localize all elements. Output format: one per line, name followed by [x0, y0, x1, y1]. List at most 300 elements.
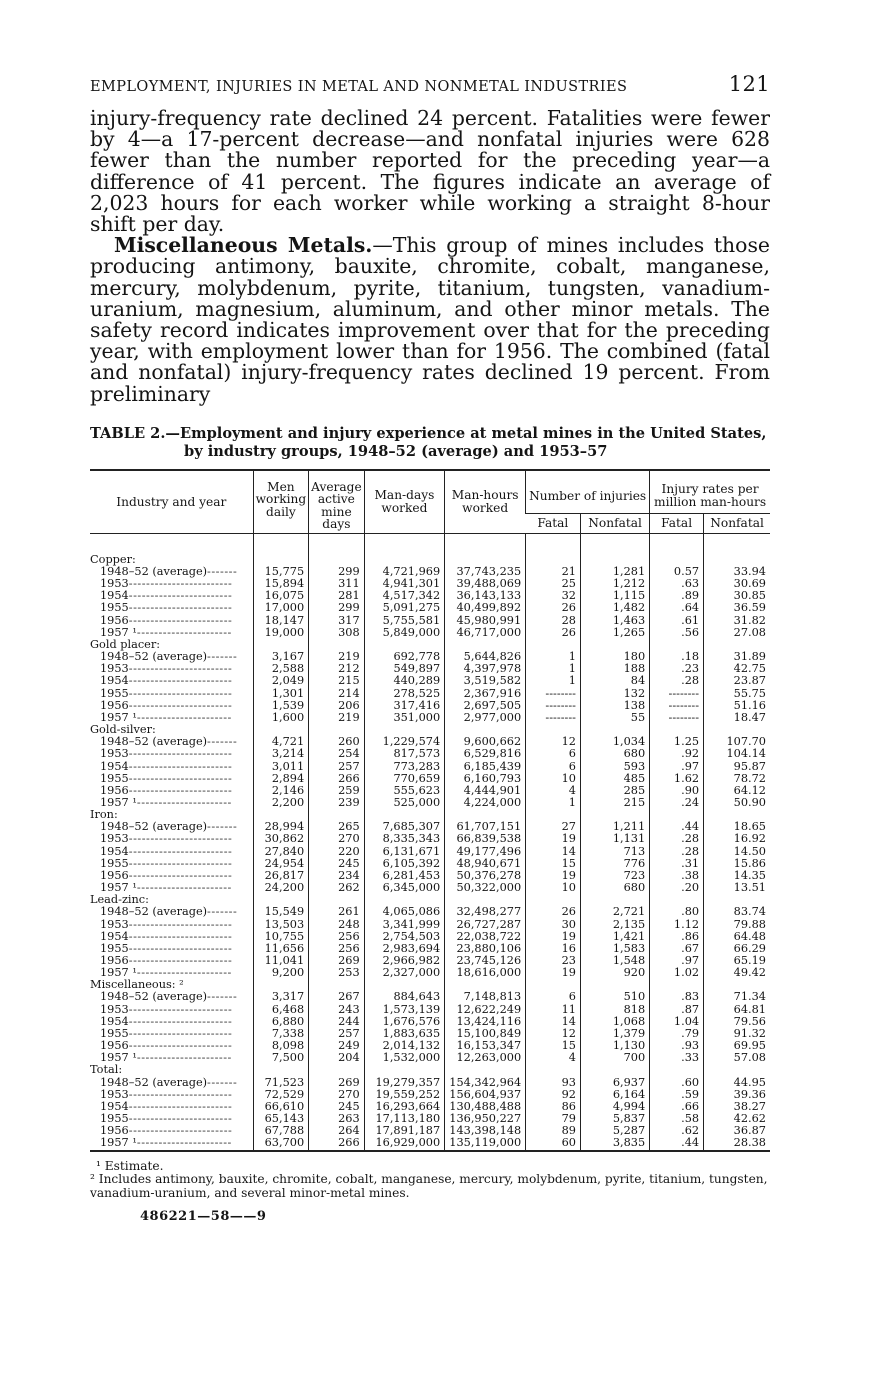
- nonfatal-injuries-cell: 593: [580, 761, 649, 773]
- man-days-worked-cell: 278,525: [364, 688, 444, 700]
- men-working-daily-cell: 71,523: [253, 1077, 309, 1089]
- year-label-text: 1954: [100, 844, 129, 858]
- nonfatal-injuries-cell: 180: [580, 651, 649, 663]
- nonfatal-injuries-cell: 3,835: [580, 1137, 649, 1150]
- man-days-worked-cell: 8,335,343: [364, 833, 444, 845]
- year-label: [90, 1137, 253, 1150]
- fatal-rate-cell: .24: [650, 797, 704, 809]
- fatal-injuries-cell: 4: [526, 785, 581, 797]
- fatal-injuries-cell: 16: [526, 943, 581, 955]
- active-mine-days-cell: 311: [309, 578, 365, 590]
- nonfatal-rate-cell: 33.94: [704, 566, 770, 578]
- active-mine-days-cell: 281: [309, 590, 365, 602]
- nonfatal-injuries-cell: 1,463: [580, 615, 649, 627]
- fatal-injuries-cell: --------: [526, 688, 581, 700]
- active-mine-days-cell: 265: [309, 821, 365, 833]
- nonfatal-injuries-cell: 1,115: [580, 590, 649, 602]
- year-label-text: 1955: [100, 856, 129, 870]
- fatal-injuries-cell: 11: [526, 1004, 581, 1016]
- year-label-text: 1956: [100, 783, 129, 797]
- man-days-worked-cell: 5,755,581: [364, 615, 444, 627]
- man-days-worked-cell: 773,283: [364, 761, 444, 773]
- dot-leader: ----------------------: [136, 966, 232, 980]
- table-group-row: [90, 533, 770, 566]
- men-working-daily-cell: 3,167: [253, 651, 309, 663]
- empty-cell: [309, 533, 365, 566]
- active-mine-days-cell: 264: [309, 1125, 365, 1137]
- nonfatal-rate-cell: 104.14: [704, 748, 770, 760]
- fatal-rate-cell: .60: [650, 1077, 704, 1089]
- fatal-injuries-cell: 19: [526, 967, 581, 979]
- dot-leader: ------------------------: [128, 1026, 233, 1040]
- empty-cell: [445, 533, 526, 566]
- paragraph-2-text: —This group of mines includes those producing antimony, bauxite, chromite, cobalt, manganese, mercury, molybdenum, pyrite, titanium, tungsten, vanadium-uranium, magnesium, aluminum, and other minor metals. The safety record indicates improvement over that for the preceding year, with employment lower than for 1956. The combined (fatal and nonfatal) injury-frequency rates declined 19 percent. From preliminary: [90, 233, 770, 406]
- nonfatal-rate-cell: 30.69: [704, 578, 770, 590]
- nonfatal-rate-cell: 79.88: [704, 919, 770, 931]
- active-mine-days-cell: 214: [309, 688, 365, 700]
- table-row: [90, 882, 770, 894]
- fatal-rate-cell: .79: [650, 1028, 704, 1040]
- men-working-daily-cell: 6,468: [253, 1004, 309, 1016]
- active-mine-days-cell: 299: [309, 566, 365, 578]
- empty-cell: [650, 533, 704, 566]
- header-man-days-worked: Man-days worked: [364, 470, 444, 534]
- nonfatal-rate-cell: 78.72: [704, 773, 770, 785]
- man-hours-worked-cell: 4,444,901: [445, 785, 526, 797]
- nonfatal-rate-cell: 42.62: [704, 1113, 770, 1125]
- man-hours-worked-cell: 23,745,126: [445, 955, 526, 967]
- man-hours-worked-cell: 61,707,151: [445, 821, 526, 833]
- man-hours-worked-cell: 136,950,227: [445, 1113, 526, 1125]
- year-label-text: 1948–52 (average): [100, 1075, 208, 1089]
- dot-leader: ------------------------: [128, 941, 233, 955]
- nonfatal-rate-cell: 71.34: [704, 991, 770, 1003]
- document-page: [90, 72, 770, 1224]
- active-mine-days-cell: 270: [309, 833, 365, 845]
- men-working-daily-cell: 63,700: [253, 1137, 309, 1150]
- men-working-daily-cell: 28,994: [253, 821, 309, 833]
- man-days-worked-cell: 2,983,694: [364, 943, 444, 955]
- man-hours-worked-cell: 2,367,916: [445, 688, 526, 700]
- dot-leader: ------------------------: [128, 1014, 233, 1028]
- year-label-text: 1948–52 (average): [100, 735, 208, 749]
- dot-leader: ------------------------: [128, 1039, 233, 1053]
- fatal-injuries-cell: 32: [526, 590, 581, 602]
- men-working-daily-cell: 1,539: [253, 700, 309, 712]
- men-working-daily-cell: 15,775: [253, 566, 309, 578]
- active-mine-days-cell: 267: [309, 991, 365, 1003]
- active-mine-days-cell: 299: [309, 602, 365, 614]
- fatal-rate-cell: .23: [650, 663, 704, 675]
- nonfatal-rate-cell: 18.47: [704, 712, 770, 724]
- fatal-rate-cell: .28: [650, 846, 704, 858]
- group-label: Copper:: [90, 552, 136, 566]
- nonfatal-injuries-cell: 1,211: [580, 821, 649, 833]
- year-label-text: 1957 ¹: [100, 966, 137, 980]
- man-days-worked-cell: 1,676,576: [364, 1016, 444, 1028]
- man-days-worked-cell: 5,849,000: [364, 627, 444, 639]
- man-days-worked-cell: 16,929,000: [364, 1137, 444, 1150]
- year-label-text: 1948–52 (average): [100, 990, 208, 1004]
- fatal-rate-cell: .58: [650, 1113, 704, 1125]
- active-mine-days-cell: 234: [309, 870, 365, 882]
- man-hours-worked-cell: 6,185,439: [445, 761, 526, 773]
- man-days-worked-cell: 692,778: [364, 651, 444, 663]
- man-days-worked-cell: 7,685,307: [364, 821, 444, 833]
- nonfatal-rate-cell: 38.27: [704, 1101, 770, 1113]
- dot-leader: ------------------------: [128, 771, 233, 785]
- year-label-text: 1955: [100, 601, 129, 615]
- nonfatal-injuries-cell: 1,212: [580, 578, 649, 590]
- nonfatal-injuries-cell: 776: [580, 858, 649, 870]
- man-hours-worked-cell: 154,342,964: [445, 1077, 526, 1089]
- man-hours-worked-cell: 22,038,722: [445, 931, 526, 943]
- fatal-injuries-cell: 12: [526, 1028, 581, 1040]
- man-hours-worked-cell: 3,519,582: [445, 675, 526, 687]
- year-label-text: 1957 ¹: [100, 625, 137, 639]
- men-working-daily-cell: 1,301: [253, 688, 309, 700]
- year-label-text: 1953: [100, 747, 129, 761]
- fatal-rate-cell: 0.57: [650, 566, 704, 578]
- dot-leader: ------------------------: [128, 844, 233, 858]
- man-hours-worked-cell: 37,743,235: [445, 566, 526, 578]
- fatal-rate-cell: .90: [650, 785, 704, 797]
- man-hours-worked-cell: 49,177,496: [445, 846, 526, 858]
- dot-leader: -------: [207, 820, 238, 834]
- print-code: 486221—58——9: [140, 1209, 267, 1224]
- nonfatal-rate-cell: 28.38: [704, 1137, 770, 1150]
- man-days-worked-cell: 440,289: [364, 675, 444, 687]
- man-hours-worked-cell: 9,600,662: [445, 736, 526, 748]
- men-working-daily-cell: 26,817: [253, 870, 309, 882]
- man-hours-worked-cell: 12,622,249: [445, 1004, 526, 1016]
- page-number: 121: [728, 72, 770, 96]
- year-label-text: 1954: [100, 929, 129, 943]
- dot-leader: -------: [207, 905, 238, 919]
- group-label: Gold placer:: [90, 637, 161, 651]
- group-label: Total:: [90, 1063, 123, 1077]
- fatal-injuries-cell: 19: [526, 833, 581, 845]
- active-mine-days-cell: 245: [309, 858, 365, 870]
- dot-leader: -------: [207, 735, 238, 749]
- dot-leader: ------------------------: [128, 1124, 233, 1138]
- fatal-rate-cell: 1.62: [650, 773, 704, 785]
- man-hours-worked-cell: 39,488,069: [445, 578, 526, 590]
- nonfatal-injuries-cell: 215: [580, 797, 649, 809]
- men-working-daily-cell: 17,000: [253, 602, 309, 614]
- man-days-worked-cell: 3,341,999: [364, 919, 444, 931]
- nonfatal-rate-cell: 49.42: [704, 967, 770, 979]
- year-label-text: 1957 ¹: [100, 710, 137, 724]
- men-working-daily-cell: 15,894: [253, 578, 309, 590]
- active-mine-days-cell: 243: [309, 1004, 365, 1016]
- fatal-rate-cell: .97: [650, 955, 704, 967]
- fatal-injuries-cell: 1: [526, 675, 581, 687]
- header-number-of-injuries: Number of injuries: [526, 470, 650, 514]
- man-hours-worked-cell: 4,397,978: [445, 663, 526, 675]
- man-days-worked-cell: 6,345,000: [364, 882, 444, 894]
- man-days-worked-cell: 4,065,086: [364, 906, 444, 918]
- nonfatal-rate-cell: 23.87: [704, 675, 770, 687]
- fatal-rate-cell: .62: [650, 1125, 704, 1137]
- nonfatal-injuries-cell: 1,281: [580, 566, 649, 578]
- nonfatal-injuries-cell: 723: [580, 870, 649, 882]
- fatal-injuries-cell: 23: [526, 955, 581, 967]
- nonfatal-injuries-cell: 700: [580, 1052, 649, 1064]
- fatal-injuries-cell: 10: [526, 882, 581, 894]
- fatal-injuries-cell: 92: [526, 1089, 581, 1101]
- active-mine-days-cell: 204: [309, 1052, 365, 1064]
- men-working-daily-cell: 7,500: [253, 1052, 309, 1064]
- dot-leader: ------------------------: [128, 868, 233, 882]
- group-label: Lead-zinc:: [90, 893, 149, 907]
- fatal-injuries-cell: 27: [526, 821, 581, 833]
- active-mine-days-cell: 212: [309, 663, 365, 675]
- header-man-hours-worked: Man-hours worked: [445, 470, 526, 534]
- men-working-daily-cell: 19,000: [253, 627, 309, 639]
- table-row: [90, 797, 770, 809]
- nonfatal-rate-cell: 18.65: [704, 821, 770, 833]
- header-men-working-daily: Men working daily: [253, 470, 309, 534]
- dot-leader: ----------------------: [136, 1051, 232, 1065]
- nonfatal-injuries-cell: 1,548: [580, 955, 649, 967]
- dot-leader: ------------------------: [128, 1099, 233, 1113]
- dot-leader: ----------------------: [136, 881, 232, 895]
- dot-leader: ------------------------: [128, 601, 233, 615]
- active-mine-days-cell: 263: [309, 1113, 365, 1125]
- nonfatal-rate-cell: 69.95: [704, 1040, 770, 1052]
- footnotes: [90, 1160, 770, 1224]
- fatal-rate-cell: .67: [650, 943, 704, 955]
- group-label: Miscellaneous: ²: [90, 978, 184, 992]
- empty-cell: [704, 1064, 770, 1076]
- dot-leader: ------------------------: [128, 917, 233, 931]
- active-mine-days-cell: 253: [309, 967, 365, 979]
- active-mine-days-cell: 249: [309, 1040, 365, 1052]
- fatal-rate-cell: .44: [650, 1137, 704, 1150]
- men-working-daily-cell: 6,880: [253, 1016, 309, 1028]
- empty-cell: [445, 1064, 526, 1076]
- footnote-1: ¹ Estimate.: [96, 1158, 164, 1173]
- group-label: Iron:: [90, 808, 118, 822]
- year-label-text: 1956: [100, 1039, 129, 1053]
- empty-cell: [309, 1064, 365, 1076]
- man-days-worked-cell: 5,091,275: [364, 602, 444, 614]
- year-label-text: 1955: [100, 1112, 129, 1126]
- dot-leader: ----------------------: [136, 1136, 232, 1150]
- fatal-injuries-cell: 26: [526, 627, 581, 639]
- nonfatal-injuries-cell: 1,482: [580, 602, 649, 614]
- fatal-rate-cell: --------: [650, 700, 704, 712]
- fatal-rate-cell: 1.02: [650, 967, 704, 979]
- dot-leader: ------------------------: [128, 783, 233, 797]
- man-hours-worked-cell: 12,263,000: [445, 1052, 526, 1064]
- man-hours-worked-cell: 66,839,538: [445, 833, 526, 845]
- men-working-daily-cell: 3,214: [253, 748, 309, 760]
- fatal-injuries-cell: 1: [526, 797, 581, 809]
- empty-cell: [650, 1064, 704, 1076]
- year-label-text: 1948–52 (average): [100, 650, 208, 664]
- man-hours-worked-cell: 32,498,277: [445, 906, 526, 918]
- fatal-rate-cell: 1.12: [650, 919, 704, 931]
- fatal-rate-cell: .31: [650, 858, 704, 870]
- active-mine-days-cell: 239: [309, 797, 365, 809]
- fatal-rate-cell: .56: [650, 627, 704, 639]
- year-label-text: 1954: [100, 1099, 129, 1113]
- dot-leader: ------------------------: [128, 613, 233, 627]
- empty-cell: [580, 1064, 649, 1076]
- nonfatal-injuries-cell: 5,837: [580, 1113, 649, 1125]
- running-header: [90, 72, 770, 96]
- year-label-text: 1957 ¹: [100, 1051, 137, 1065]
- year-label-text: 1948–52 (average): [100, 820, 208, 834]
- active-mine-days-cell: 206: [309, 700, 365, 712]
- men-working-daily-cell: 11,656: [253, 943, 309, 955]
- nonfatal-rate-cell: 51.16: [704, 700, 770, 712]
- dot-leader: ------------------------: [128, 929, 233, 943]
- fatal-injuries-cell: 60: [526, 1137, 581, 1150]
- men-working-daily-cell: 2,049: [253, 675, 309, 687]
- fatal-rate-cell: .33: [650, 1052, 704, 1064]
- header-rates-nonfatal: Nonfatal: [704, 514, 770, 534]
- active-mine-days-cell: 270: [309, 1089, 365, 1101]
- men-working-daily-cell: 10,755: [253, 931, 309, 943]
- empty-cell: [364, 533, 444, 566]
- man-hours-worked-cell: 5,644,826: [445, 651, 526, 663]
- nonfatal-rate-cell: 30.85: [704, 590, 770, 602]
- dot-leader: ------------------------: [128, 1002, 233, 1016]
- fatal-injuries-cell: 4: [526, 1052, 581, 1064]
- year-label-text: 1956: [100, 698, 129, 712]
- fatal-injuries-cell: 6: [526, 991, 581, 1003]
- fatal-injuries-cell: 12: [526, 736, 581, 748]
- men-working-daily-cell: 3,317: [253, 991, 309, 1003]
- man-days-worked-cell: 549,897: [364, 663, 444, 675]
- active-mine-days-cell: 244: [309, 1016, 365, 1028]
- men-working-daily-cell: 8,098: [253, 1040, 309, 1052]
- dot-leader: ------------------------: [128, 856, 233, 870]
- man-hours-worked-cell: 23,880,106: [445, 943, 526, 955]
- fatal-injuries-cell: 19: [526, 931, 581, 943]
- nonfatal-injuries-cell: 510: [580, 991, 649, 1003]
- nonfatal-injuries-cell: 5,287: [580, 1125, 649, 1137]
- men-working-daily-cell: 7,338: [253, 1028, 309, 1040]
- man-hours-worked-cell: 18,616,000: [445, 967, 526, 979]
- nonfatal-injuries-cell: 713: [580, 846, 649, 858]
- active-mine-days-cell: 262: [309, 882, 365, 894]
- active-mine-days-cell: 269: [309, 1077, 365, 1089]
- year-label-text: 1955: [100, 686, 129, 700]
- active-mine-days-cell: 317: [309, 615, 365, 627]
- active-mine-days-cell: 266: [309, 773, 365, 785]
- man-hours-worked-cell: 156,604,937: [445, 1089, 526, 1101]
- dot-leader: ------------------------: [128, 1087, 233, 1101]
- nonfatal-rate-cell: 44.95: [704, 1077, 770, 1089]
- year-label-text: 1953: [100, 1087, 129, 1101]
- nonfatal-injuries-cell: 188: [580, 663, 649, 675]
- men-working-daily-cell: 15,549: [253, 906, 309, 918]
- table-body: [90, 533, 770, 1150]
- nonfatal-rate-cell: 64.12: [704, 785, 770, 797]
- man-hours-worked-cell: 45,980,991: [445, 615, 526, 627]
- fatal-rate-cell: .63: [650, 578, 704, 590]
- men-working-daily-cell: 2,146: [253, 785, 309, 797]
- nonfatal-rate-cell: 15.86: [704, 858, 770, 870]
- nonfatal-rate-cell: 65.19: [704, 955, 770, 967]
- man-days-worked-cell: 2,327,000: [364, 967, 444, 979]
- table-row: [90, 967, 770, 979]
- man-hours-worked-cell: 2,977,000: [445, 712, 526, 724]
- active-mine-days-cell: 308: [309, 627, 365, 639]
- header-industry-and-year: Industry and year: [90, 470, 253, 534]
- year-label-text: 1953: [100, 662, 129, 676]
- fatal-rate-cell: .64: [650, 602, 704, 614]
- man-days-worked-cell: 16,293,664: [364, 1101, 444, 1113]
- men-working-daily-cell: 24,954: [253, 858, 309, 870]
- fatal-rate-cell: .97: [650, 761, 704, 773]
- fatal-rate-cell: .93: [650, 1040, 704, 1052]
- man-hours-worked-cell: 135,119,000: [445, 1137, 526, 1150]
- man-days-worked-cell: 555,623: [364, 785, 444, 797]
- man-hours-worked-cell: 15,100,849: [445, 1028, 526, 1040]
- man-days-worked-cell: 19,559,252: [364, 1089, 444, 1101]
- active-mine-days-cell: 245: [309, 1101, 365, 1113]
- year-label-text: 1956: [100, 1124, 129, 1138]
- fatal-injuries-cell: 6: [526, 761, 581, 773]
- nonfatal-rate-cell: 64.81: [704, 1004, 770, 1016]
- men-working-daily-cell: 2,200: [253, 797, 309, 809]
- fatal-injuries-cell: 21: [526, 566, 581, 578]
- fatal-injuries-cell: --------: [526, 712, 581, 724]
- nonfatal-injuries-cell: 680: [580, 882, 649, 894]
- dot-leader: ------------------------: [128, 662, 233, 676]
- man-hours-worked-cell: 6,160,793: [445, 773, 526, 785]
- man-hours-worked-cell: 46,717,000: [445, 627, 526, 639]
- nonfatal-rate-cell: 39.36: [704, 1089, 770, 1101]
- body-paragraph-2: [90, 235, 770, 405]
- nonfatal-rate-cell: 95.87: [704, 761, 770, 773]
- nonfatal-rate-cell: 66.29: [704, 943, 770, 955]
- man-hours-worked-cell: 26,727,287: [445, 919, 526, 931]
- nonfatal-injuries-cell: 1,068: [580, 1016, 649, 1028]
- table-row: [90, 712, 770, 724]
- man-days-worked-cell: 770,659: [364, 773, 444, 785]
- nonfatal-injuries-cell: 1,130: [580, 1040, 649, 1052]
- man-hours-worked-cell: 40,499,892: [445, 602, 526, 614]
- man-hours-worked-cell: 48,940,671: [445, 858, 526, 870]
- man-days-worked-cell: 2,966,982: [364, 955, 444, 967]
- men-working-daily-cell: 27,840: [253, 846, 309, 858]
- dot-leader: ------------------------: [128, 832, 233, 846]
- man-hours-worked-cell: 7,148,813: [445, 991, 526, 1003]
- fatal-rate-cell: .86: [650, 931, 704, 943]
- nonfatal-injuries-cell: 6,937: [580, 1077, 649, 1089]
- active-mine-days-cell: 259: [309, 785, 365, 797]
- empty-cell: [526, 533, 581, 566]
- nonfatal-injuries-cell: 2,135: [580, 919, 649, 931]
- men-working-daily-cell: 2,894: [253, 773, 309, 785]
- dot-leader: -------: [207, 1075, 238, 1089]
- header-injuries-nonfatal: Nonfatal: [580, 514, 649, 534]
- dot-leader: ------------------------: [128, 954, 233, 967]
- empty-cell: [704, 533, 770, 566]
- nonfatal-injuries-cell: 680: [580, 748, 649, 760]
- man-days-worked-cell: 1,883,635: [364, 1028, 444, 1040]
- active-mine-days-cell: 254: [309, 748, 365, 760]
- nonfatal-rate-cell: 107.70: [704, 736, 770, 748]
- dot-leader: -------: [207, 565, 238, 578]
- year-label-text: 1954: [100, 674, 129, 688]
